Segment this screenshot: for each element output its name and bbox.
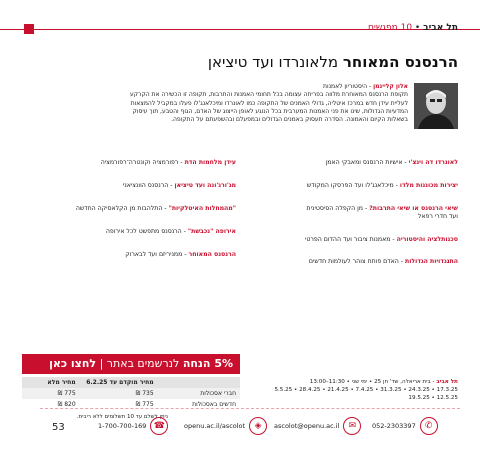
lecture-desc: - רפורמציה וקונטרה־רפורמציה	[100, 159, 185, 166]
footer-email[interactable]	[274, 416, 361, 436]
schedule-dates: 17.3.25 • 24.3.25 • 31.3.25 • 7.4.25 • 21.4.25 • 28.4.25 • 5.5.25	[274, 387, 458, 393]
lecture-item	[326, 159, 458, 167]
lecture-title: "מהמחלות האיטלקיות"	[168, 205, 236, 212]
lecture-title: עידן מלחמות הדת	[184, 159, 236, 166]
lecture-item	[106, 228, 236, 236]
lecture-item	[123, 182, 236, 190]
schedule-city: תל אביב	[436, 379, 458, 385]
lecture-desc: - מאמנות ציבור ועד ההדום הפרטי	[304, 236, 397, 243]
lecture-title: הרנסנס המאוחר	[188, 251, 236, 258]
lecture-desc: ועד חדרי רפאל	[417, 213, 458, 220]
lecture-desc: - אישיות הרנסנס ומאבקי האמן	[325, 159, 409, 166]
lecture-desc: - האדם פותח צוהר לעולמות חדשים	[308, 258, 405, 265]
lecture-item	[305, 236, 458, 244]
register-link[interactable]: לחצו כאן	[49, 357, 97, 370]
lecture-item	[307, 205, 458, 221]
lecture-item	[76, 205, 236, 213]
lecture-desc: - התלהבות מן הקלאסיקה החדשה	[75, 205, 169, 212]
lecture-desc: - ממניריזם ועד לבארוק	[125, 251, 189, 258]
intro-line: תקופת הרנסנס המאוחרת מלווה בפריחה עצומה בכל תחומי האמנות והתרבות, תקופה זו הכשירה את הקרקע	[130, 91, 408, 99]
lecture-title: שיאי הרנסנס או שיאי התרבות?	[369, 205, 458, 212]
price-early: 735 ₪	[80, 388, 158, 399]
title-bold: הרנסנס המאוחר	[342, 53, 458, 71]
lecture-desc: - הרנסנס מתפשט לכל אירופה	[105, 228, 188, 235]
phone-number[interactable]: 1-700-700-169	[98, 422, 147, 430]
lecture-desc: - הרנסנס הוונציאני	[122, 182, 175, 189]
lecture-title: אירופה "נכבשת"	[187, 228, 236, 235]
price-early: 775 ₪	[135, 401, 154, 408]
lecture-title: לאונרדו דה וינצ'י	[408, 159, 458, 166]
lecturer-photo	[414, 83, 458, 129]
schedule-place: - בית אריאלה, שד' חן 25 • ימי שני • 11:30–13:00	[309, 379, 437, 385]
lecture-title: התנגדויות הגדולות	[404, 258, 458, 265]
price-full: 775 ₪	[22, 388, 80, 399]
header-breadcrumb	[368, 23, 458, 33]
footer-phone-office[interactable]	[98, 416, 168, 436]
footer-phone-mobile[interactable]	[372, 416, 438, 436]
schedule-dates: 12.5.25 • 19.5.25	[408, 395, 458, 401]
schedule	[274, 378, 458, 402]
lecture-item	[101, 159, 236, 167]
intro-line: המדעיות הגדולות, שינו את פני האמנות המערבית בכל הנוגע לאופן הייצוג של האדם, הגוף והטבע, תוך עיסוק	[132, 107, 408, 115]
globe-icon: ◈	[249, 417, 267, 435]
price-full: 820 ₪	[57, 401, 76, 408]
page-title	[208, 53, 458, 71]
page-number: 53	[52, 422, 65, 433]
header-meetings: 10 מפגשים	[367, 23, 413, 33]
header-city: תל אביב	[423, 23, 458, 33]
price-row-label: חדשים באסכולות	[192, 401, 236, 408]
lecture-title: סכנותלציה והיסטוריה	[396, 236, 458, 243]
header-square	[24, 24, 34, 34]
promo-text: לנרשמים באתר |	[96, 357, 183, 370]
lecture-desc: - מיכלאנג'לו ועד הפרסקו המקודש	[306, 182, 400, 189]
price-row-label: חברי אסכולות	[158, 388, 240, 399]
course-intro	[22, 83, 408, 124]
lecture-desc: - מן הקפלה הסיסטינית	[306, 205, 370, 212]
lecture-item	[307, 182, 458, 190]
price-head-full: מחיר מלא	[22, 377, 80, 388]
lecture-title: מג'ורג'ונה ועד טיציאן	[174, 182, 236, 189]
intro-line: בשאלות הקיום והאמונה. הסדרה תעסוק באמנים הגדולים ובמפעלם ובהשפעתם על התקופה.	[171, 116, 408, 124]
whatsapp-icon: ✆	[420, 417, 438, 435]
email-address[interactable]: ascolot@openu.ac.il	[274, 422, 340, 430]
lecture-item	[125, 251, 236, 259]
lecturer-role: - היסטוריון לאמנות	[323, 83, 374, 90]
mail-icon: ✉	[343, 417, 361, 435]
footer-rule	[40, 408, 460, 409]
price-head-early: מחיר מוקדם עד 6.2.25	[80, 377, 158, 388]
title-rest: מלאונרדו ועד טיציאן	[207, 53, 343, 71]
footer-website[interactable]	[184, 416, 267, 436]
lecture-item	[309, 258, 458, 266]
discount-label: 5% הנחה	[182, 357, 233, 370]
table-row	[22, 388, 240, 399]
website-url[interactable]: openu.ac.il/ascolot	[184, 422, 246, 430]
header-sep: •	[412, 23, 424, 33]
register-banner[interactable]	[22, 354, 240, 374]
payment-note: ניתן לשלם עד 10 תשלומים ללא ריבית.	[76, 414, 168, 420]
lecturer-name: אלון קליינמן	[373, 83, 408, 90]
intro-line: לעליית עידן חדש במרכז איטליה, גדולי האמנים של התקופה כמו לאונרדו ומיכלאנג'לו פעלו במקביל להמצאות	[130, 99, 408, 107]
price-table	[22, 377, 240, 410]
price-head-label	[158, 377, 240, 388]
phone-number[interactable]: 052-2303397	[372, 422, 416, 430]
phone-icon: ☎	[150, 417, 168, 435]
lecture-title: יצירות מכוננות מלדו	[399, 182, 458, 189]
